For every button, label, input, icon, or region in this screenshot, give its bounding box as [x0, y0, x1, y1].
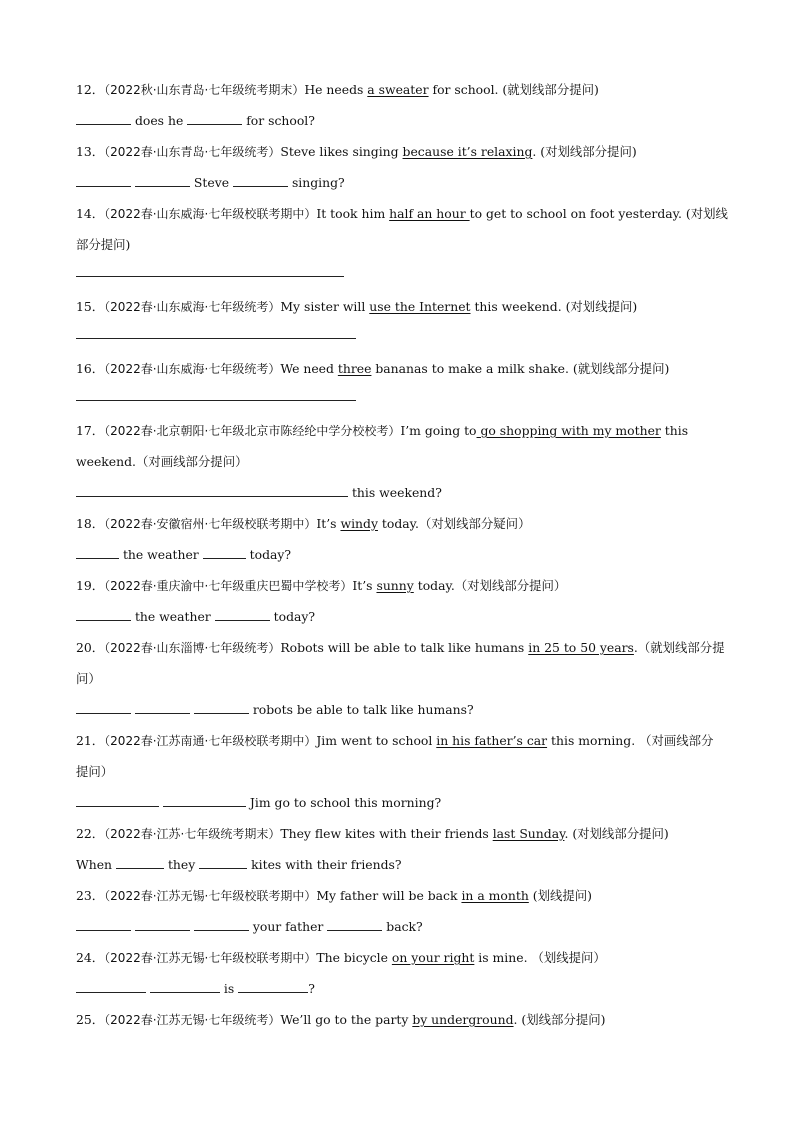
answer-blank[interactable] [76, 919, 131, 931]
answer-blank[interactable] [76, 795, 159, 807]
question-18: 18．（2022春·安徽宿州·七年级校联考期中）It’s windy today.（对划线部分疑问） [76, 516, 531, 531]
answer-blank[interactable] [135, 919, 190, 931]
answer-line-15 [76, 322, 726, 353]
question-17-cont: weekend.（对画线部分提问） [76, 454, 248, 469]
worksheet [76, 74, 726, 1035]
answer-blank[interactable] [76, 175, 131, 187]
answer-blank[interactable] [135, 175, 190, 187]
answer-line-18: the weather today? [76, 539, 726, 570]
question-25: 25．（2022春·江苏无锡·七年级统考）We’ll go to the party by underground. (划线部分提问) [76, 1012, 606, 1027]
answer-blank[interactable] [76, 113, 131, 125]
answer-line-22: When they kites with their friends? [76, 857, 402, 872]
answer-blank[interactable] [233, 175, 288, 187]
question-20: 20．（2022春·山东淄博·七年级统考）Robots will be able to talk like humans in 25 to 50 years.（就划线部分提 [76, 640, 725, 655]
answer-blank[interactable] [327, 919, 382, 931]
answer-line-12: does he for school? [76, 105, 726, 136]
question-22: 22．（2022春·江苏·七年级统考期末）They flew kites with their friends last Sunday. (对划线部分提问) [76, 826, 669, 841]
answer-line-19: the weather today? [76, 601, 726, 632]
answer-blank[interactable] [194, 702, 249, 714]
answer-line-16 [76, 384, 726, 415]
answer-blank[interactable] [187, 113, 242, 125]
question-23: 23．（2022春·江苏无锡·七年级校联考期中）My father will be back in a month (划线提问) [76, 888, 592, 903]
answer-blank[interactable] [76, 981, 146, 993]
question-12: 12．（2022秋·山东青岛·七年级统考期末）He needs a sweater for school. (就划线部分提问) [76, 82, 599, 97]
answer-line-23: your father back? [76, 911, 726, 942]
question-21: 21．（2022春·江苏南通·七年级校联考期中）Jim went to school in his father’s car this morning. （对画线部分 [76, 733, 714, 748]
question-15: 15．（2022春·山东威海·七年级统考）My sister will use the Internet this weekend. (对划线提问) [76, 299, 638, 314]
answer-line-20: robots be able to talk like humans? [76, 694, 726, 725]
answer-blank[interactable] [116, 857, 164, 869]
answer-blank[interactable] [150, 981, 220, 993]
question-14-cont: 部分提问) [76, 237, 131, 252]
question-13: 13．（2022春·山东青岛·七年级统考）Steve likes singing because it’s relaxing. (对划线部分提问) [76, 144, 637, 159]
question-16: 16．（2022春·山东威海·七年级统考）We need three bananas to make a milk shake. (就划线部分提问) [76, 361, 670, 376]
answer-line-17: this weekend? [76, 477, 726, 508]
answer-blank[interactable] [203, 547, 246, 559]
answer-blank[interactable] [135, 702, 190, 714]
question-14: 14．（2022春·山东威海·七年级校联考期中）It took him half an hour to get to school on foot yesterday. (对划线 [76, 206, 728, 221]
answer-blank[interactable] [199, 857, 247, 869]
answer-blank[interactable] [163, 795, 246, 807]
answer-line-24: is ? [76, 973, 726, 1004]
answer-line-21: Jim go to school this morning? [76, 787, 726, 818]
answer-blank[interactable] [76, 547, 119, 559]
answer-blank[interactable] [215, 609, 270, 621]
question-17: 17．（2022春·北京朝阳·七年级北京市陈经纶中学分校校考）I’m going to go shopping with my mother this [76, 423, 689, 438]
answer-blank[interactable] [76, 485, 348, 497]
answer-blank[interactable] [194, 919, 249, 931]
question-20-cont: 问） [76, 671, 101, 686]
answer-line-14 [76, 260, 726, 291]
answer-blank[interactable] [76, 322, 356, 339]
answer-blank[interactable] [76, 260, 344, 277]
answer-blank[interactable] [76, 384, 356, 401]
answer-line-13: Steve singing? [76, 167, 726, 198]
answer-blank[interactable] [76, 702, 131, 714]
answer-blank[interactable] [238, 981, 308, 993]
question-24: 24．（2022春·江苏无锡·七年级校联考期中）The bicycle on your right is mine. （划线提问） [76, 950, 606, 965]
question-21-cont: 提问） [76, 764, 114, 779]
question-19: 19．（2022春·重庆渝中·七年级重庆巴蜀中学校考）It’s sunny today.（对划线部分提问） [76, 578, 567, 593]
answer-blank[interactable] [76, 609, 131, 621]
